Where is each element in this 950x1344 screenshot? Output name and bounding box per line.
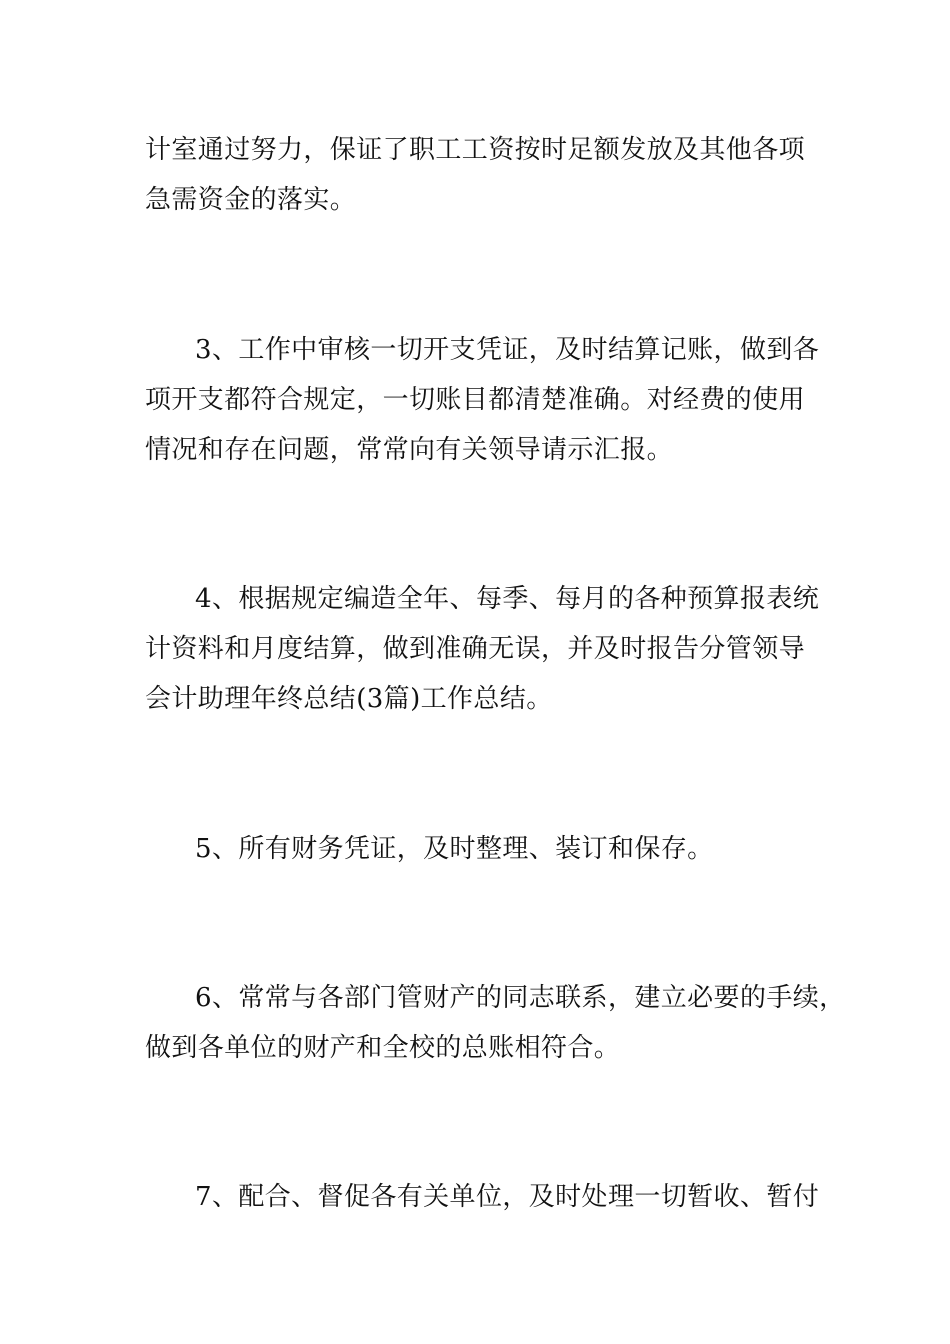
paragraph-2-line-3: 情况和存在问题，常常向有关领导请示汇报。 [145,435,674,465]
paragraph-1-line-1: 计室通过努力，保证了职工工资按时足额发放及其他各项 [145,135,806,165]
paragraph-5-line-1: 6、常常与各部门管财产的同志联系，建立必要的手续， [195,983,846,1013]
paragraph-6-line-1: 7、配合、督促各有关单位，及时处理一切暂收、暂付 [195,1182,820,1212]
paragraph-5-line-2: 做到各单位的财产和全校的总账相符合。 [145,1033,621,1063]
paragraph-2-line-2: 项开支都符合规定，一切账目都清楚准确。对经费的使用 [145,385,806,415]
paragraph-4-line-1: 5、所有财务凭证，及时整理、装订和保存。 [195,834,714,864]
paragraph-2-line-1: 3、工作中审核一切开支凭证，及时结算记账，做到各 [195,335,820,365]
paragraph-3-line-3: 会计助理年终总结(3篇)工作总结。 [145,684,553,714]
paragraph-3-line-1: 4、根据规定编造全年、每季、每月的各种预算报表统 [195,584,820,614]
paragraph-3-line-2: 计资料和月度结算，做到准确无误，并及时报告分管领导 [145,634,806,664]
paragraph-1-line-2: 急需资金的落实。 [145,185,357,215]
